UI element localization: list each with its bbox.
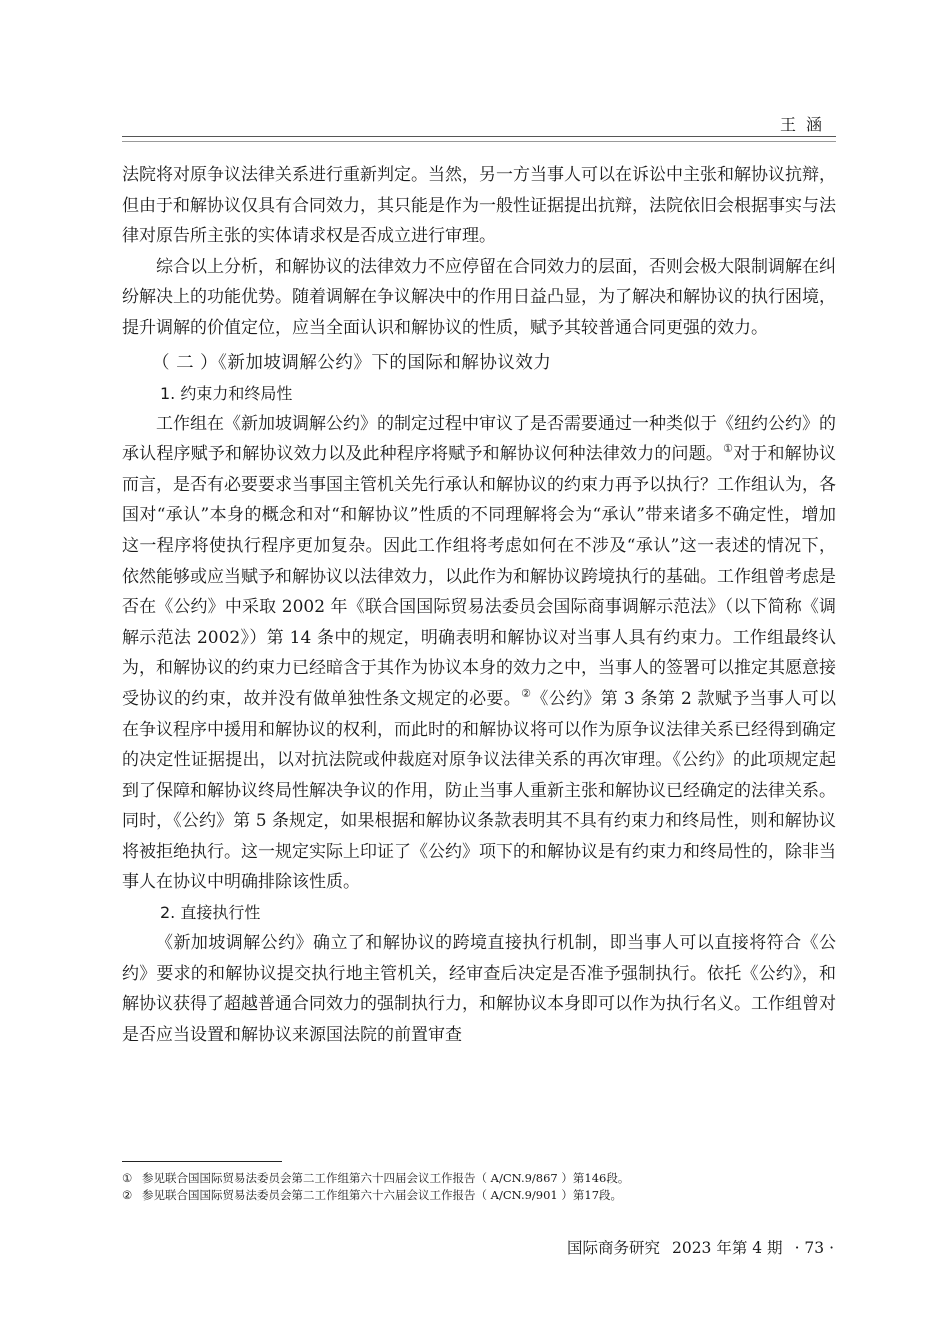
page-footer [555,1236,834,1258]
paragraph-3 [122,409,836,899]
running-header-author: 王涵 [779,115,832,134]
paragraph-3-part-a: 工作组在《新加坡调解公约》的制定过程中审议了是否需要通过一种类似于《纽约公约》的承认程序赋予和解协议效力以及此种程序将赋予和解协议何种法律效力的问题。 [122,413,836,465]
subsection-heading-2: 2. 直接执行性 [160,903,261,923]
issue-label: 2023 年第 4 期 [671,1239,783,1257]
page-number: · 73 · [794,1239,834,1257]
paragraph-4: 《新加坡调解公约》确立了和解协议的跨境直接执行机制，即当事人可以直接将符合《公约》要求的和解协议提交执行地主管机关，经审查后决定是否准予强制执行。依托《公约》，和解协议获得了超越普通合同效力的强制执行力，和解协议本身即可以作为执行名义。工作组曾对是否应当设置和解协议来源国法院的前置审查 [122,933,836,1045]
paragraph-3-part-c: 《公约》第 3 条第 2 款赋予当事人可以在争议程序中援用和解协议的权利，而此时的和解协议将可以作为原争议法律关系已经得到确定的决定性证据提出，以对抗法院或仲裁庭对原争议法律关系的再次审理。《公约》的此项规定起到了保障和解协议终局性解决争议的作用，防止当事人重新主张和解协议已经确定的法律关系。同时，《公约》第 5 条规定，如果根据和解协议条款表明其不具有约束力和终局性，则和解协议将被拒绝执行。这一规定实际上印证了《公约》项下的和解协议是有约束力和终局性的，除非当事人在协议中明确排除该性质。 [122,688,836,893]
subsection-heading-1: 1. 约束力和终局性 [160,383,293,403]
journal-name: 国际商务研究 [566,1239,660,1257]
section-heading: （ 二 ）《新加坡调解公约》下的国际和解协议效力 [152,352,552,373]
footnote-1-mark: ① [122,1171,133,1185]
footnote-1 [122,1170,836,1187]
paragraph-3-part-b: 对于和解协议而言，是否有必要要求当事国主管机关先行承认和解协议的约束力再予以执行？工作组认为，各国对“承认”本身的概念和对“和解协议”性质的不同理解将会为“承认”带来诸多不确定性，增加这一程序将使执行程序更加复杂。因此工作组将考虑如何在不涉及“承认”这一表述的情况下，依然能够或应当赋予和解协议以法律效力，以此作为和解协议跨境执行的基础。工作组曾考虑是否在《公约》中采取 2002 年《联合国国际贸易法委员会国际商事调解示范法》（以下简称《调解示范法 2002》）第 14 条中的规定，明确表明和解协议对当事人具有约束力。工作组最终认为，和解协议的约束力已经暗含于其作为协议本身的效力之中，当事人的签署可以推定其愿意接受协议的约束，故并没有做单独性条文规定的必要。 [122,444,837,709]
paragraph-1: 法院将对原争议法律关系进行重新判定。当然，另一方当事人可以在诉讼中主张和解协议抗辩，但由于和解协议仅具有合同效力，其只能是作为一般性证据提出抗辩，法院依旧会根据事实与法律对原告所主张的实体请求权是否成立进行审理。 [122,165,836,247]
paragraph-2: 综合以上分析，和解协议的法律效力不应停留在合同效力的层面，否则会极大限制调解在纠纷解决上的功能优势。随着调解在争议解决中的作用日益凸显，为了解决和解协议的执行困境，提升调解的价值定位，应当全面认识和解协议的性质，赋予其较普通合同更强的效力。 [122,256,836,338]
footnote-2-mark: ② [122,1188,133,1202]
footnote-ref-2[interactable]: ② [521,686,532,700]
footnote-1-text: 参见联合国国际贸易法委员会第二工作组第六十四届会议工作报告（ A/CN.9/867 ）第146段。 [142,1171,630,1185]
footnotes [122,1170,836,1204]
footnote-2 [122,1187,836,1204]
footnote-2-text: 参见联合国国际贸易法委员会第二工作组第六十六届会议工作报告（ A/CN.9/901 ）第17段。 [142,1188,623,1202]
footnote-ref-1[interactable]: ① [723,442,734,456]
header-rule-thin [122,141,836,142]
header-rule [122,136,836,137]
article-body [122,160,836,1050]
footnote-rule [122,1161,282,1162]
